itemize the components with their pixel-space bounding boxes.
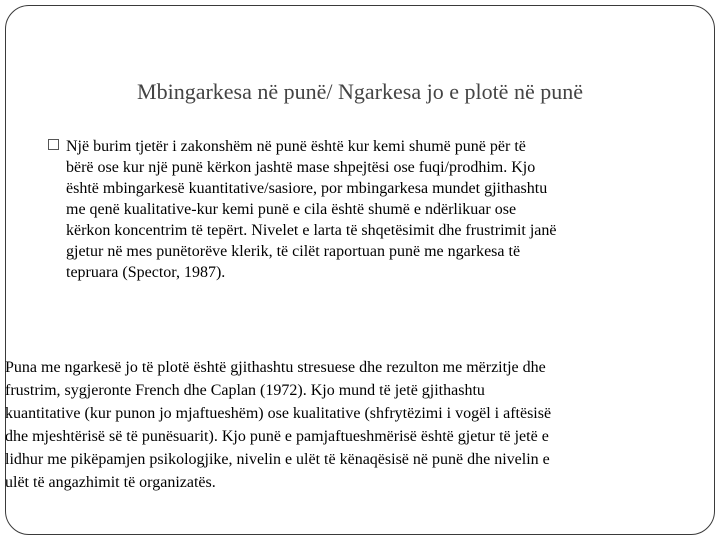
paragraph-line: ulët të angazhimit të organizatës. bbox=[5, 474, 216, 491]
bullet-item bbox=[48, 136, 668, 283]
bullet-line: tepruara (Spector, 1987). bbox=[66, 264, 226, 281]
bullet-line: gjetur në mes punëtorëve klerik, të cilët raportuan punë me ngarkesa të bbox=[66, 243, 521, 260]
paragraph-line: lidhur me pikëpamjen psikologjike, nivelin e ulët të kënaqësisë në punë dhe nivelin e bbox=[5, 451, 550, 468]
body-paragraph bbox=[5, 356, 693, 494]
paragraph-line: frustrim, sygjeronte French dhe Caplan (1972). Kjo mund të jetë gjithashtu bbox=[5, 382, 485, 399]
square-bullet-icon bbox=[48, 139, 59, 150]
slide-title: Mbingarkesa në punë/ Ngarkesa jo e plotë në punë bbox=[137, 79, 583, 104]
bullet-line: është mbingarkesë kuantitative/sasiore, por mbingarkesa mundet gjithashtu bbox=[66, 180, 548, 197]
paragraph-line: Puna me ngarkesë jo të plotë është gjithashtu stresuese dhe rezulton me mërzitje dhe bbox=[5, 359, 546, 376]
bullet-line: bërë ose kur një punë kërkon jashtë mase shpejtësi ose fuqi/prodhim. Kjo bbox=[66, 159, 536, 176]
paragraph-line: kuantitative (kur punon jo mjaftueshëm) ose kualitative (shfrytëzimi i vogël i aftësisë bbox=[5, 405, 552, 422]
bullet-line: Një burim tjetër i zakonshëm në punë është kur kemi shumë punë për të bbox=[66, 138, 526, 155]
paragraph-line: dhe mjeshtërisë së të punësuarit). Kjo punë e pamjaftueshmërisë është gjetur të jetë e bbox=[5, 428, 549, 445]
bullet-line: kërkon koncentrim të tepërt. Nivelet e larta të shqetësimit dhe frustrimit janë bbox=[66, 222, 557, 239]
bullet-line: me qenë kualitative-kur kemi punë e cila është shumë e ndërlikuar ose bbox=[66, 201, 517, 218]
bullet-text bbox=[48, 136, 668, 283]
